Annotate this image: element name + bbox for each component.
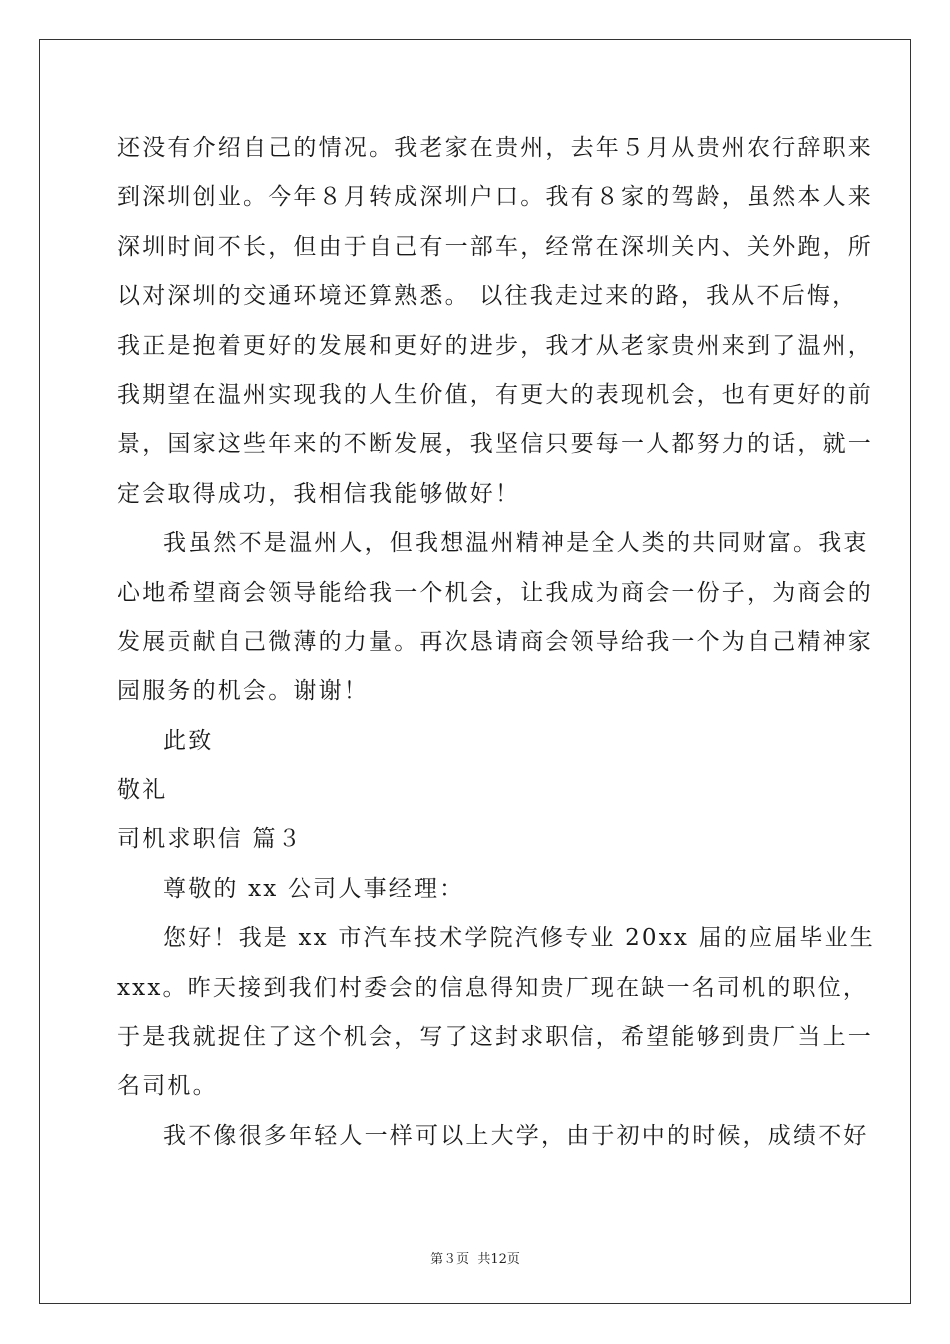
text-line-10: 心地希望商会领导能给我一个机会，让我成为商会一份子，为商会的 [117,579,873,606]
text-line-17: 您好！我是 xx 市汽车技术学院汽修专业 20xx 届的应届毕业生 [163,925,875,952]
text-line-20: 名司机。 [117,1073,218,1100]
text-line-3: 深圳时间不长，但由于自己有一部车，经常在深圳关内、关外跑，所 [117,233,873,260]
text-line-8: 定会取得成功，我相信我能够做好！ [117,480,521,507]
closing-salutation: 此致 [163,727,214,754]
text-line-9: 我虽然不是温州人，但我想温州精神是全人类的共同财富。我衷 [163,530,869,557]
section-heading: 司机求职信 篇３ [117,826,303,853]
text-line-2: 到深圳创业。今年８月转成深圳户口。我有８家的驾龄，虽然本人来 [117,184,873,211]
text-line-21: 我不像很多年轻人一样可以上大学，由于初中的时候，成绩不好 [163,1122,869,1149]
letter-greeting: 尊敬的 xx 公司人事经理： [163,875,465,902]
text-line-5: 我正是抱着更好的发展和更好的进步，我才从老家贵州来到了温州， [117,332,873,359]
text-line-4: 以对深圳的交通环境还算熟悉。 以往我走过来的路，我从不后悔， [117,283,858,310]
text-line-19: 于是我就捉住了这个机会，写了这封求职信，希望能够到贵厂当上一 [117,1024,873,1051]
document-body [117,124,875,1161]
text-line-12: 园服务的机会。谢谢！ [117,678,369,705]
text-line-6: 我期望在温州实现我的人生价值，有更大的表现机会，也有更好的前 [117,381,873,408]
text-line-18: xxx。昨天接到我们村委会的信息得知贵厂现在缺一名司机的职位， [117,974,869,1001]
closing-regards: 敬礼 [117,777,168,804]
text-line-11: 发展贡献自己微薄的力量。再次恳请商会领导给我一个为自己精神家 [117,628,873,655]
text-line-1: 还没有介绍自己的情况。我老家在贵州，去年５月从贵州农行辞职来 [117,135,873,161]
page-footer: 第３页 共12页 [430,1252,520,1267]
text-line-7: 景，国家这些年来的不断发展，我坚信只要每一人都努力的话，就一 [117,431,873,458]
